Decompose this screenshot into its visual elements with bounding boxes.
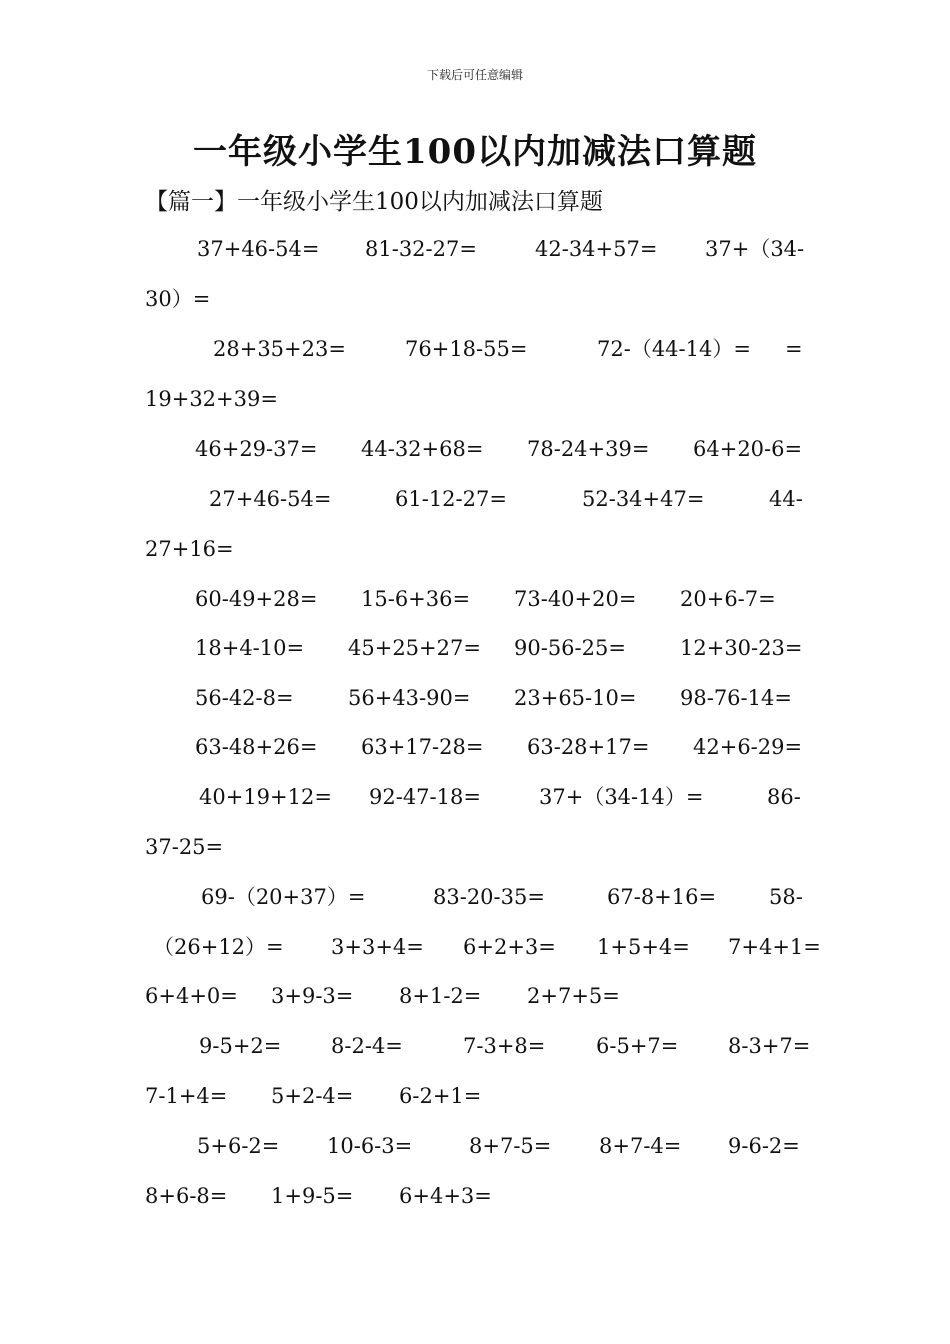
arithmetic-problem: 6-2+1= <box>399 1084 482 1108</box>
arithmetic-problem: 28+35+23= <box>213 337 346 361</box>
arithmetic-problem: 7+4+1= <box>728 935 821 959</box>
arithmetic-problem: 83-20-35= <box>433 885 545 909</box>
arithmetic-problem: 37+（34-14）= <box>539 785 704 809</box>
problem-line <box>145 333 805 365</box>
arithmetic-problem: 5+2-4= <box>271 1084 354 1108</box>
arithmetic-problem: 69-（20+37）= <box>201 885 366 909</box>
problem-line <box>145 931 821 963</box>
arithmetic-problem: 78-24+39= <box>527 437 650 461</box>
arithmetic-problem: 92-47-18= <box>369 785 481 809</box>
problem-line <box>145 1130 805 1162</box>
arithmetic-problem: 58- <box>769 885 803 909</box>
problem-line <box>145 781 805 813</box>
arithmetic-problem: 37+（34- <box>705 237 805 261</box>
arithmetic-problem: 98-76-14= <box>680 686 792 710</box>
problem-line <box>145 682 805 714</box>
problem-line <box>145 383 805 415</box>
document-title: 一年级小学生100以内加减法口算题 <box>193 132 757 172</box>
arithmetic-problem: 20+6-7= <box>680 587 776 611</box>
arithmetic-problem: 8-3+7= <box>728 1034 811 1058</box>
problem-line <box>145 881 805 913</box>
problem-line <box>145 1030 811 1062</box>
arithmetic-problem: 27+16= <box>145 537 234 561</box>
arithmetic-problem: 72-（44-14）= <box>597 337 751 361</box>
problem-line <box>145 1080 805 1112</box>
arithmetic-problem: 56+43-90= <box>348 686 471 710</box>
problem-line <box>145 632 805 664</box>
arithmetic-problem: 63-48+26= <box>195 735 318 759</box>
arithmetic-problem: 6+2+3= <box>463 935 556 959</box>
problem-line <box>145 583 805 615</box>
arithmetic-problem: 5+6-2= <box>197 1134 280 1158</box>
arithmetic-problem: 12+30-23= <box>680 636 803 660</box>
arithmetic-problem: = <box>785 337 803 361</box>
arithmetic-problem: 6+4+3= <box>399 1184 492 1208</box>
arithmetic-problem: （26+12）= <box>153 935 284 959</box>
arithmetic-problem: 30）= <box>145 287 211 311</box>
problem-line <box>145 731 805 763</box>
arithmetic-problem: 40+19+12= <box>199 785 332 809</box>
arithmetic-problem: 3+9-3= <box>271 984 354 1008</box>
arithmetic-problem: 9-5+2= <box>199 1034 282 1058</box>
arithmetic-problem: 52-34+47= <box>582 487 705 511</box>
arithmetic-problem: 67-8+16= <box>607 885 717 909</box>
arithmetic-problem: 61-12-27= <box>395 487 507 511</box>
arithmetic-problem: 6+4+0= <box>145 984 238 1008</box>
arithmetic-problem: 18+4-10= <box>195 636 305 660</box>
arithmetic-problem: 64+20-6= <box>693 437 803 461</box>
arithmetic-problem: 90-56-25= <box>514 636 626 660</box>
arithmetic-problem: 86- <box>767 785 801 809</box>
arithmetic-problem: 15-6+36= <box>361 587 471 611</box>
arithmetic-problem: 3+3+4= <box>331 935 424 959</box>
problem-line <box>145 233 805 265</box>
arithmetic-problem: 56-42-8= <box>195 686 294 710</box>
arithmetic-problem: 42-34+57= <box>535 237 658 261</box>
section-title: 【篇一】一年级小学生100以内加减法口算题 <box>145 189 603 215</box>
arithmetic-problem: 8-2-4= <box>331 1034 403 1058</box>
problem-line <box>145 433 805 465</box>
arithmetic-problem: 7-1+4= <box>145 1084 228 1108</box>
arithmetic-problem: 60-49+28= <box>195 587 318 611</box>
arithmetic-problem: 63+17-28= <box>361 735 484 759</box>
arithmetic-problem: 44-32+68= <box>361 437 484 461</box>
problem-line <box>145 283 805 315</box>
arithmetic-problem: 37+46-54= <box>197 237 320 261</box>
arithmetic-problem: 45+25+27= <box>348 636 481 660</box>
arithmetic-problem: 9-6-2= <box>728 1134 800 1158</box>
arithmetic-problem: 23+65-10= <box>514 686 637 710</box>
problem-line <box>145 483 805 515</box>
arithmetic-problem: 1+9-5= <box>271 1184 354 1208</box>
arithmetic-problem: 81-32-27= <box>365 237 477 261</box>
problem-line <box>145 1180 805 1212</box>
arithmetic-problem: 10-6-3= <box>327 1134 413 1158</box>
arithmetic-problem: 46+29-37= <box>195 437 318 461</box>
problem-line <box>145 533 805 565</box>
arithmetic-problem: 8+6-8= <box>145 1184 228 1208</box>
arithmetic-problem: 44- <box>769 487 803 511</box>
arithmetic-problem: 37-25= <box>145 835 224 859</box>
arithmetic-problem: 1+5+4= <box>597 935 690 959</box>
arithmetic-problem: 6-5+7= <box>596 1034 679 1058</box>
arithmetic-problem: 8+7-5= <box>469 1134 552 1158</box>
arithmetic-problem: 42+6-29= <box>693 735 803 759</box>
arithmetic-problem: 63-28+17= <box>527 735 650 759</box>
arithmetic-problem: 19+32+39= <box>145 387 278 411</box>
header-note: 下载后可任意编辑 <box>426 68 523 82</box>
problem-line <box>145 980 805 1012</box>
arithmetic-problem: 73-40+20= <box>514 587 637 611</box>
arithmetic-problem: 8+7-4= <box>599 1134 682 1158</box>
arithmetic-problem: 76+18-55= <box>405 337 528 361</box>
arithmetic-problem: 27+46-54= <box>209 487 332 511</box>
arithmetic-problem: 2+7+5= <box>527 984 620 1008</box>
arithmetic-problem: 7-3+8= <box>463 1034 546 1058</box>
problem-line <box>145 831 805 863</box>
arithmetic-problem: 8+1-2= <box>399 984 482 1008</box>
